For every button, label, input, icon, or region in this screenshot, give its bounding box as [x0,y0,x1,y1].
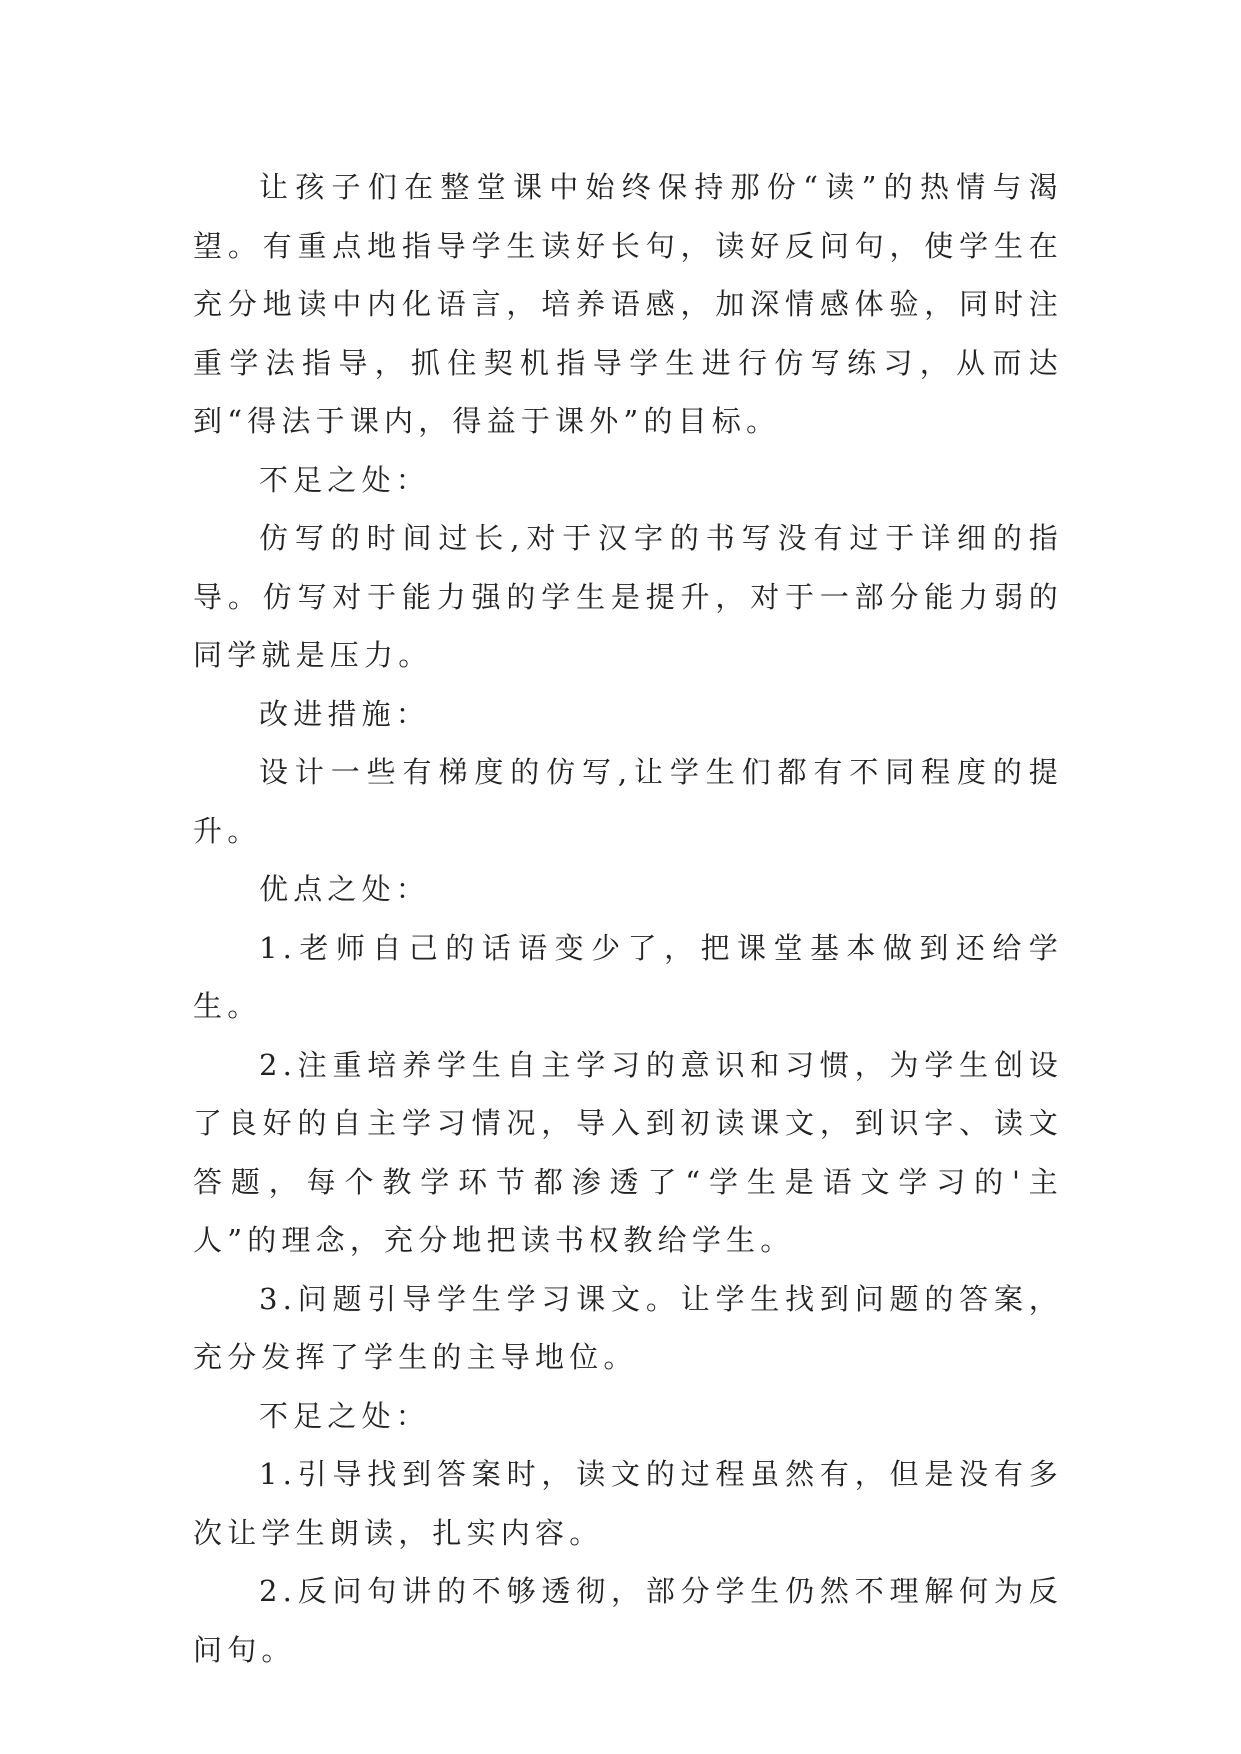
paragraph-intro-continued: 让孩子们在整堂课中始终保持那份“读”的热情与渴望。有重点地指导学生读好长句，读好反问句，使学生在充分地读中内化语言，培养语感，加深情感体验，同时注重学法指导，抓住契机指导学生进行仿写练习，从而达到“得法于课内，得益于课外”的目标。 [193,170,1063,438]
paragraph-improvements: 设计一些有梯度的仿写,让学生们都有不同程度的提升。 [193,755,1063,848]
document-body [193,158,1063,1679]
heading-improvements: 改进措施： [259,696,431,731]
list-item-strength-2: 2.注重培养学生自主学习的意识和习惯，为学生创设了良好的自主学习情况，导入到初读课文，到识字、读文答题，每个教学环节都渗透了“学生是语文学习的'主人”的理念，充分地把读书权教给学生。 [193,1047,1063,1257]
paragraph-shortcomings-1: 仿写的时间过长,对于汉字的书写没有过于详细的指导。仿写对于能力强的学生是提升，对于一部分能力弱的同学就是压力。 [193,521,1063,672]
list-item-shortcoming-2: 2.反问句讲的不够透彻，部分学生仍然不理解何为反问句。 [193,1574,1063,1667]
list-item-strength-1: 1.老师自己的话语变少了，把课堂基本做到还给学生。 [193,930,1063,1023]
list-item-shortcoming-1: 1.引导找到答案时，读文的过程虽然有，但是没有多次让学生朗读，扎实内容。 [193,1457,1063,1550]
heading-shortcomings-1: 不足之处： [259,462,431,497]
heading-shortcomings-2: 不足之处： [259,1398,431,1433]
list-item-strength-3: 3.问题引导学生学习课文。让学生找到问题的答案，充分发挥了学生的主导地位。 [193,1281,1063,1374]
heading-strengths: 优点之处： [259,872,431,906]
